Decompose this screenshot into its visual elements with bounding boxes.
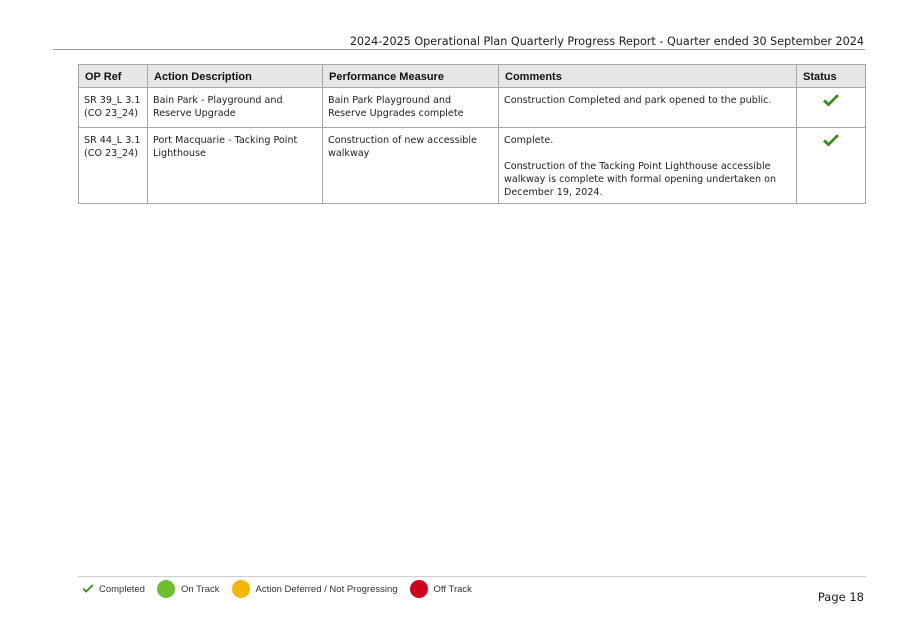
op-ref-cell xyxy=(79,128,148,204)
op-ref-code: SR 44_L 3.1 xyxy=(84,135,141,146)
column-header-action-description: Action Description xyxy=(148,65,323,88)
comments-cell xyxy=(499,128,797,204)
column-header-performance-measure: Performance Measure xyxy=(323,65,499,88)
action-description-cell: Bain Park - Playground and Reserve Upgrade xyxy=(148,88,323,128)
legend-item-off-track xyxy=(410,580,472,598)
legend-label: Off Track xyxy=(433,583,472,595)
comments-cell xyxy=(499,88,797,128)
table-row xyxy=(79,88,866,128)
green-dot-icon xyxy=(157,580,175,598)
legend-label: On Track xyxy=(180,583,220,595)
column-header-status: Status xyxy=(797,65,866,88)
check-icon xyxy=(822,94,840,108)
comment-paragraph: Complete. xyxy=(504,135,554,146)
op-ref-sub-code: (CO 23_24) xyxy=(84,108,138,119)
op-ref-code: SR 39_L 3.1 xyxy=(84,95,141,106)
table-row xyxy=(79,128,866,204)
op-ref-sub-code: (CO 23_24) xyxy=(84,148,138,159)
op-ref-cell xyxy=(79,88,148,128)
performance-measure-cell: Bain Park Playground and Reserve Upgrades complete xyxy=(323,88,499,128)
column-header-op-ref: OP Ref xyxy=(79,65,148,88)
legend-item-on-track xyxy=(157,580,220,598)
page-header xyxy=(53,30,865,50)
amber-dot-icon xyxy=(232,580,250,598)
page-number: Page 18 xyxy=(817,590,864,604)
legend-label: Completed xyxy=(99,583,145,595)
status-cell xyxy=(797,88,866,128)
legend-item-completed xyxy=(82,584,145,595)
performance-measure-cell: Construction of new accessible walkway xyxy=(323,128,499,204)
legend-label: Action Deferred / Not Progressing xyxy=(255,583,398,595)
report-title: 2024-2025 Operational Plan Quarterly Progress Report - Quarter ended 30 September 2024 xyxy=(349,35,864,48)
table-header-row xyxy=(79,65,866,88)
progress-table xyxy=(78,64,866,204)
comment-paragraph: Construction Completed and park opened to the public. xyxy=(504,95,772,106)
check-icon xyxy=(82,584,94,594)
red-dot-icon xyxy=(410,580,428,598)
action-description-cell: Port Macquarie - Tacking Point Lighthouse xyxy=(148,128,323,204)
status-legend xyxy=(82,579,484,599)
footer-divider xyxy=(78,576,866,577)
check-icon xyxy=(822,134,840,148)
column-header-comments: Comments xyxy=(499,65,797,88)
comment-paragraph: Construction of the Tacking Point Lighthouse accessible walkway is complete with formal opening undertaken on December 19, 2024. xyxy=(504,161,777,198)
status-cell xyxy=(797,128,866,204)
legend-item-deferred xyxy=(232,580,398,598)
